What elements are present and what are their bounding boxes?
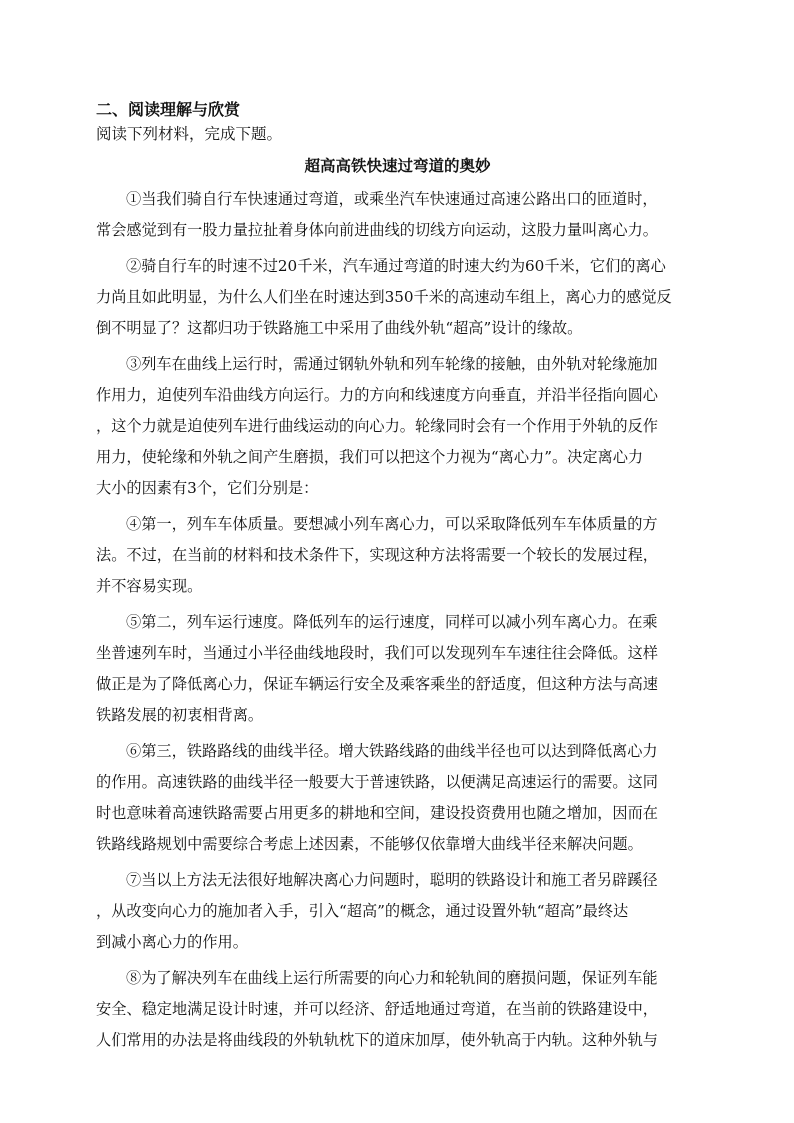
paragraph-line: 作用力，迫使列车沿曲线方向运行。力的方向和线速度方向垂直，并沿半径指向圆心: [96, 386, 658, 404]
instruction-text: 阅读下列材料，完成下题。: [96, 125, 283, 143]
paragraph-line: 并不容易实现。: [96, 577, 203, 595]
paragraph-line: ④第一，列车车体质量。要想减小列车离心力，可以采取降低列车车体质量的方: [126, 515, 658, 533]
paragraph-line: 到减小离心力的作用。: [96, 933, 248, 951]
paragraph: [96, 963, 699, 1056]
article-title: 超高高铁快速过弯道的奥妙: [304, 156, 491, 175]
paragraph-line: 铁路发展的初衷相背离。: [96, 706, 264, 724]
paragraph-line: ③列车在曲线上运行时，需通过钢轨外轨和列车轮缘的接触，由外轨对轮缘施加: [126, 355, 658, 373]
paragraph-line: ②骑自行车的时速不过20千米，汽车通过弯道的时速大约为60千米，它们的离心: [126, 257, 666, 275]
paragraph-line: 的作用。高速铁路的曲线半径一般要大于普速铁路，以便满足高速运行的需要。这同: [96, 773, 658, 791]
article-body: [96, 184, 699, 1061]
paragraph-line: ⑥第三，铁路路线的曲线半径。增大铁路线路的曲线半径也可以达到降低离心力: [126, 742, 658, 760]
paragraph-line: ①当我们骑自行车快速通过弯道，或乘坐汽车快速通过高速公路出口的匝道时，: [126, 190, 658, 208]
paragraph-line: 时也意味着高速铁路需要占用更多的耕地和空间，建设投资费用也随之增加，因而在: [96, 804, 658, 822]
paragraph: [96, 736, 699, 860]
paragraph-line: 做正是为了降低离心力，保证车辆运行安全及乘客乘坐的舒适度，但这种方法与高速: [96, 675, 658, 693]
section-heading: 二、阅读理解与欣赏: [96, 100, 241, 119]
paragraph-line: ，从改变向心力的施加者入手，引入“超高”的概念，通过设置外轨“超高”最终达: [96, 902, 629, 920]
paragraph: [96, 607, 699, 731]
paragraph: [96, 509, 699, 602]
paragraph-line: 力尚且如此明显，为什么人们坐在时速达到350千米的高速动车组上，离心力的感觉反: [96, 288, 672, 306]
paragraph-line: ⑦当以上方法无法很好地解决离心力问题时，聪明的铁路设计和施工者另辟蹊径: [126, 871, 658, 889]
paragraph: [96, 349, 699, 504]
paragraph-line: ⑧为了解决列车在曲线上运行所需要的向心力和轮轨间的磨损问题，保证列车能: [126, 969, 658, 987]
paragraph-line: 大小的因素有3个，它们分别是：: [96, 479, 319, 497]
paragraph: [96, 865, 699, 958]
paragraph: [96, 184, 699, 246]
paragraph-line: ，这个力就是迫使列车进行曲线运动的向心力。轮缘同时会有一个作用于外轨的反作: [96, 417, 658, 435]
paragraph-line: 人们常用的办法是将曲线段的外轨轨枕下的道床加厚，使外轨高于内轨。这种外轨与: [96, 1031, 658, 1049]
paragraph-line: ⑤第二，列车运行速度。降低列车的运行速度，同样可以减小列车离心力。在乘: [126, 613, 658, 631]
paragraph-line: 用力，使轮缘和外轨之间产生磨损，我们可以把这个力视为“离心力”。决定离心力: [96, 448, 644, 466]
paragraph: [96, 251, 699, 344]
paragraph-line: 常会感觉到有一股力量拉扯着身体向前进曲线的切线方向运动，这股力量叫离心力。: [96, 221, 658, 239]
paragraph-line: 倒不明显了？这都归功于铁路施工中采用了曲线外轨“超高”设计的缘故。: [96, 319, 583, 337]
paragraph-line: 坐普速列车时，当通过小半径曲线地段时，我们可以发现列车车速往往会降低。这样: [96, 644, 658, 662]
paragraph-line: 法。不过，在当前的材料和技术条件下，实现这种方法将需要一个较长的发展过程，: [96, 546, 658, 564]
paragraph-line: 铁路线路规划中需要综合考虑上述因素，不能够仅依靠增大曲线半径来解决问题。: [96, 835, 643, 853]
paragraph-line: 安全、稳定地满足设计时速，并可以经济、舒适地通过弯道，在当前的铁路建设中，: [96, 1000, 658, 1018]
